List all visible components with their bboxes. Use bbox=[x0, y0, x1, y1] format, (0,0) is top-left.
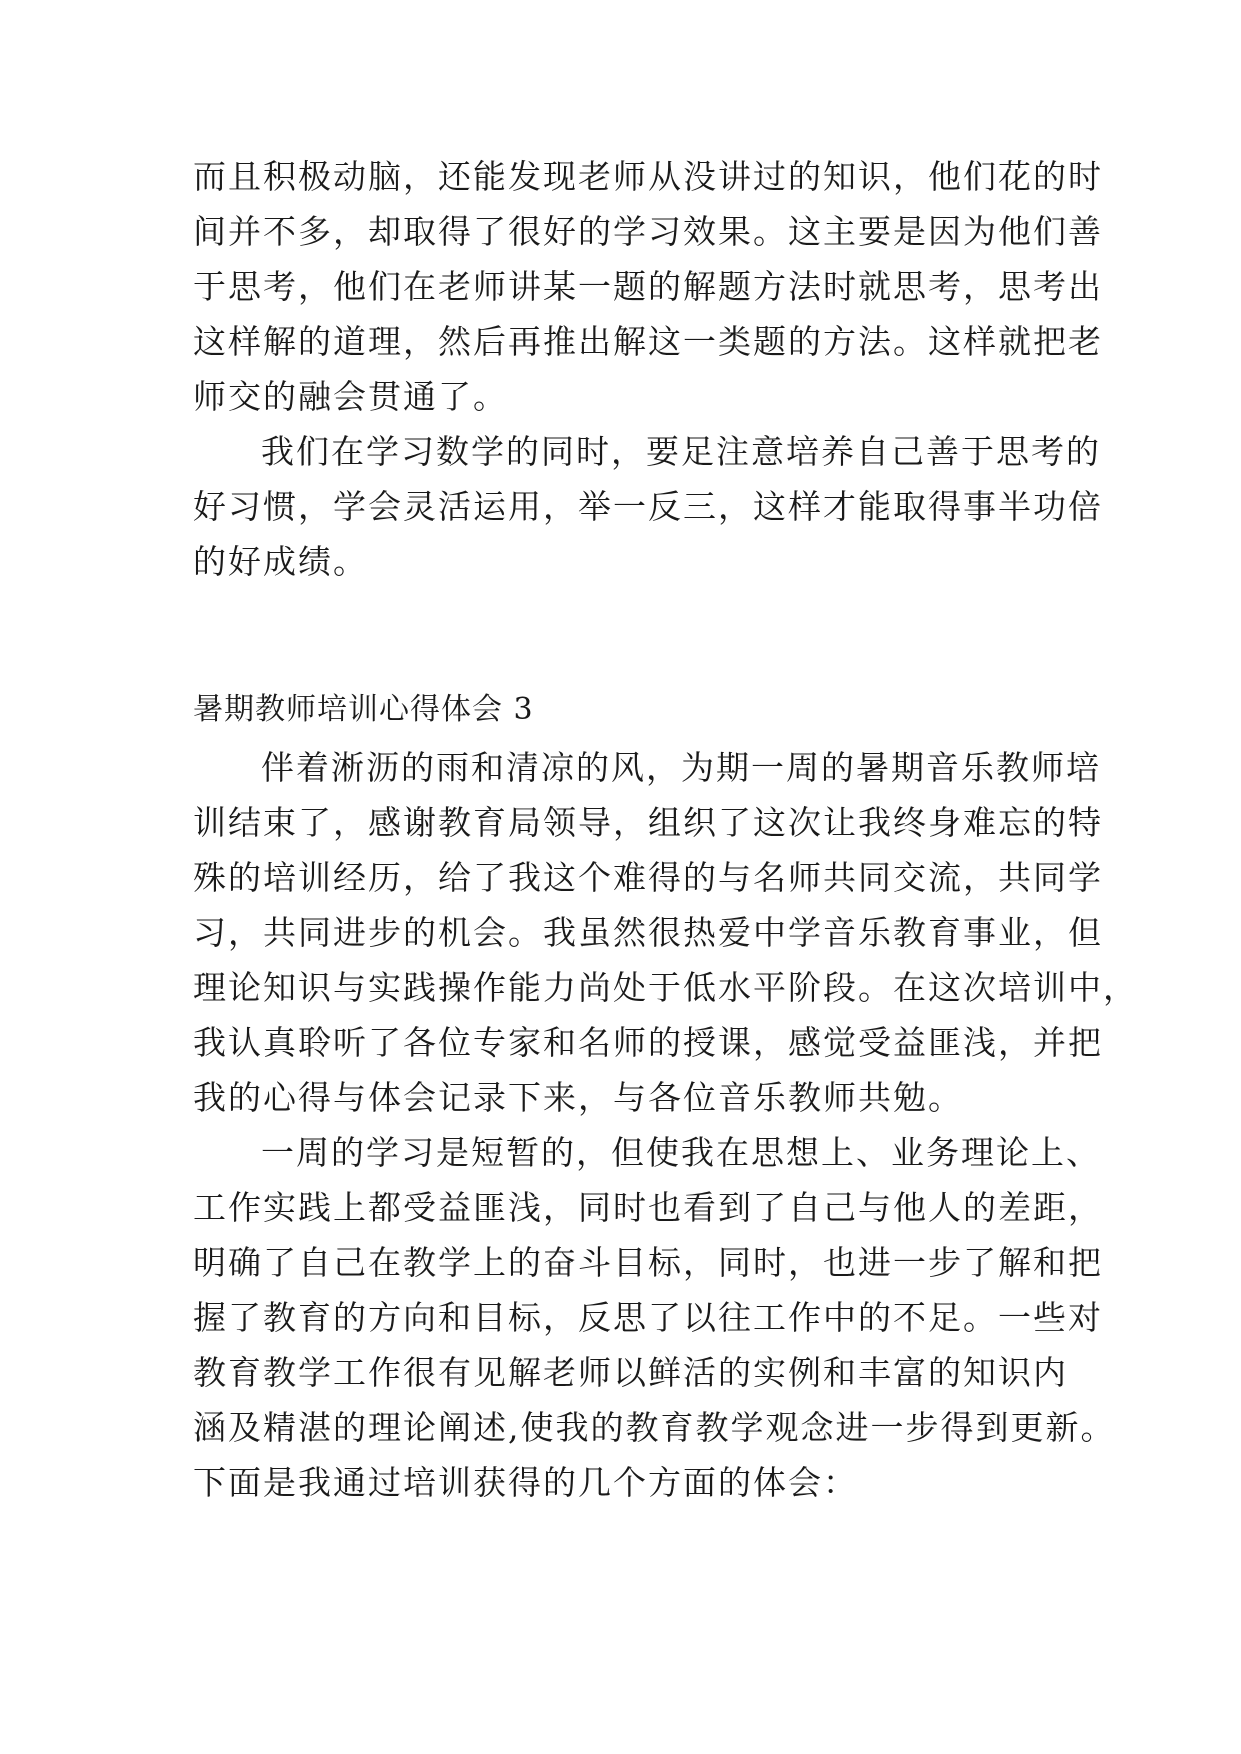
paragraph-line: 明确了自己在教学上的奋斗目标，同时，也进一步了解和把 bbox=[193, 1243, 1103, 1282]
paragraph-line: 间并不多，却取得了很好的学习效果。这主要是因为他们善 bbox=[193, 212, 1103, 251]
paragraph-line: 教育教学工作很有见解老师以鲜活的实例和丰富的知识内 bbox=[193, 1353, 1068, 1392]
paragraph-line: 涵及精湛的理论阐述,使我的教育教学观念进一步得到更新。 bbox=[193, 1408, 1116, 1447]
paragraph-line: 训结束了，感谢教育局领导，组织了这次让我终身难忘的特 bbox=[193, 803, 1103, 842]
paragraph-line: 好习惯，学会灵活运用，举一反三，这样才能取得事半功倍 bbox=[193, 487, 1103, 526]
paragraph-line: 于思考，他们在老师讲某一题的解题方法时就思考，思考出 bbox=[193, 267, 1103, 306]
paragraph-line: 而且积极动脑，还能发现老师从没讲过的知识，他们花的时 bbox=[193, 157, 1103, 196]
paragraph-line: 工作实践上都受益匪浅，同时也看到了自己与他人的差距， bbox=[193, 1188, 1103, 1227]
paragraph-line: 理论知识与实践操作能力尚处于低水平阶段。在这次培训中， bbox=[193, 968, 1138, 1007]
paragraph-line: 下面是我通过培训获得的几个方面的体会： bbox=[193, 1463, 858, 1502]
paragraph-line: 伴着淅沥的雨和清凉的风，为期一周的暑期音乐教师培 bbox=[261, 748, 1101, 787]
paragraph-line: 习，共同进步的机会。我虽然很热爱中学音乐教育事业，但 bbox=[193, 913, 1103, 952]
section-heading: 暑期教师培训心得体会 3 bbox=[193, 692, 534, 727]
paragraph-line: 我们在学习数学的同时，要足注意培养自己善于思考的 bbox=[261, 432, 1101, 471]
paragraph-3 bbox=[193, 740, 1138, 1125]
paragraph-line: 握了教育的方向和目标，反思了以往工作中的不足。一些对 bbox=[193, 1298, 1103, 1337]
paragraph-line: 的好成绩。 bbox=[193, 542, 368, 581]
paragraph-2 bbox=[193, 424, 1103, 589]
paragraph-line: 这样解的道理，然后再推出解这一类题的方法。这样就把老 bbox=[193, 322, 1103, 361]
paragraph-line: 殊的培训经历，给了我这个难得的与名师共同交流，共同学 bbox=[193, 858, 1103, 897]
paragraph-line: 一周的学习是短暂的，但使我在思想上、业务理论上、 bbox=[261, 1133, 1101, 1172]
paragraph-line: 我的心得与体会记录下来，与各位音乐教师共勉。 bbox=[193, 1078, 963, 1117]
paragraph-1 bbox=[193, 149, 1103, 424]
paragraph-line: 我认真聆听了各位专家和名师的授课，感觉受益匪浅，并把 bbox=[193, 1023, 1103, 1062]
paragraph-4 bbox=[193, 1125, 1116, 1510]
paragraph-line: 师交的融会贯通了。 bbox=[193, 377, 508, 416]
